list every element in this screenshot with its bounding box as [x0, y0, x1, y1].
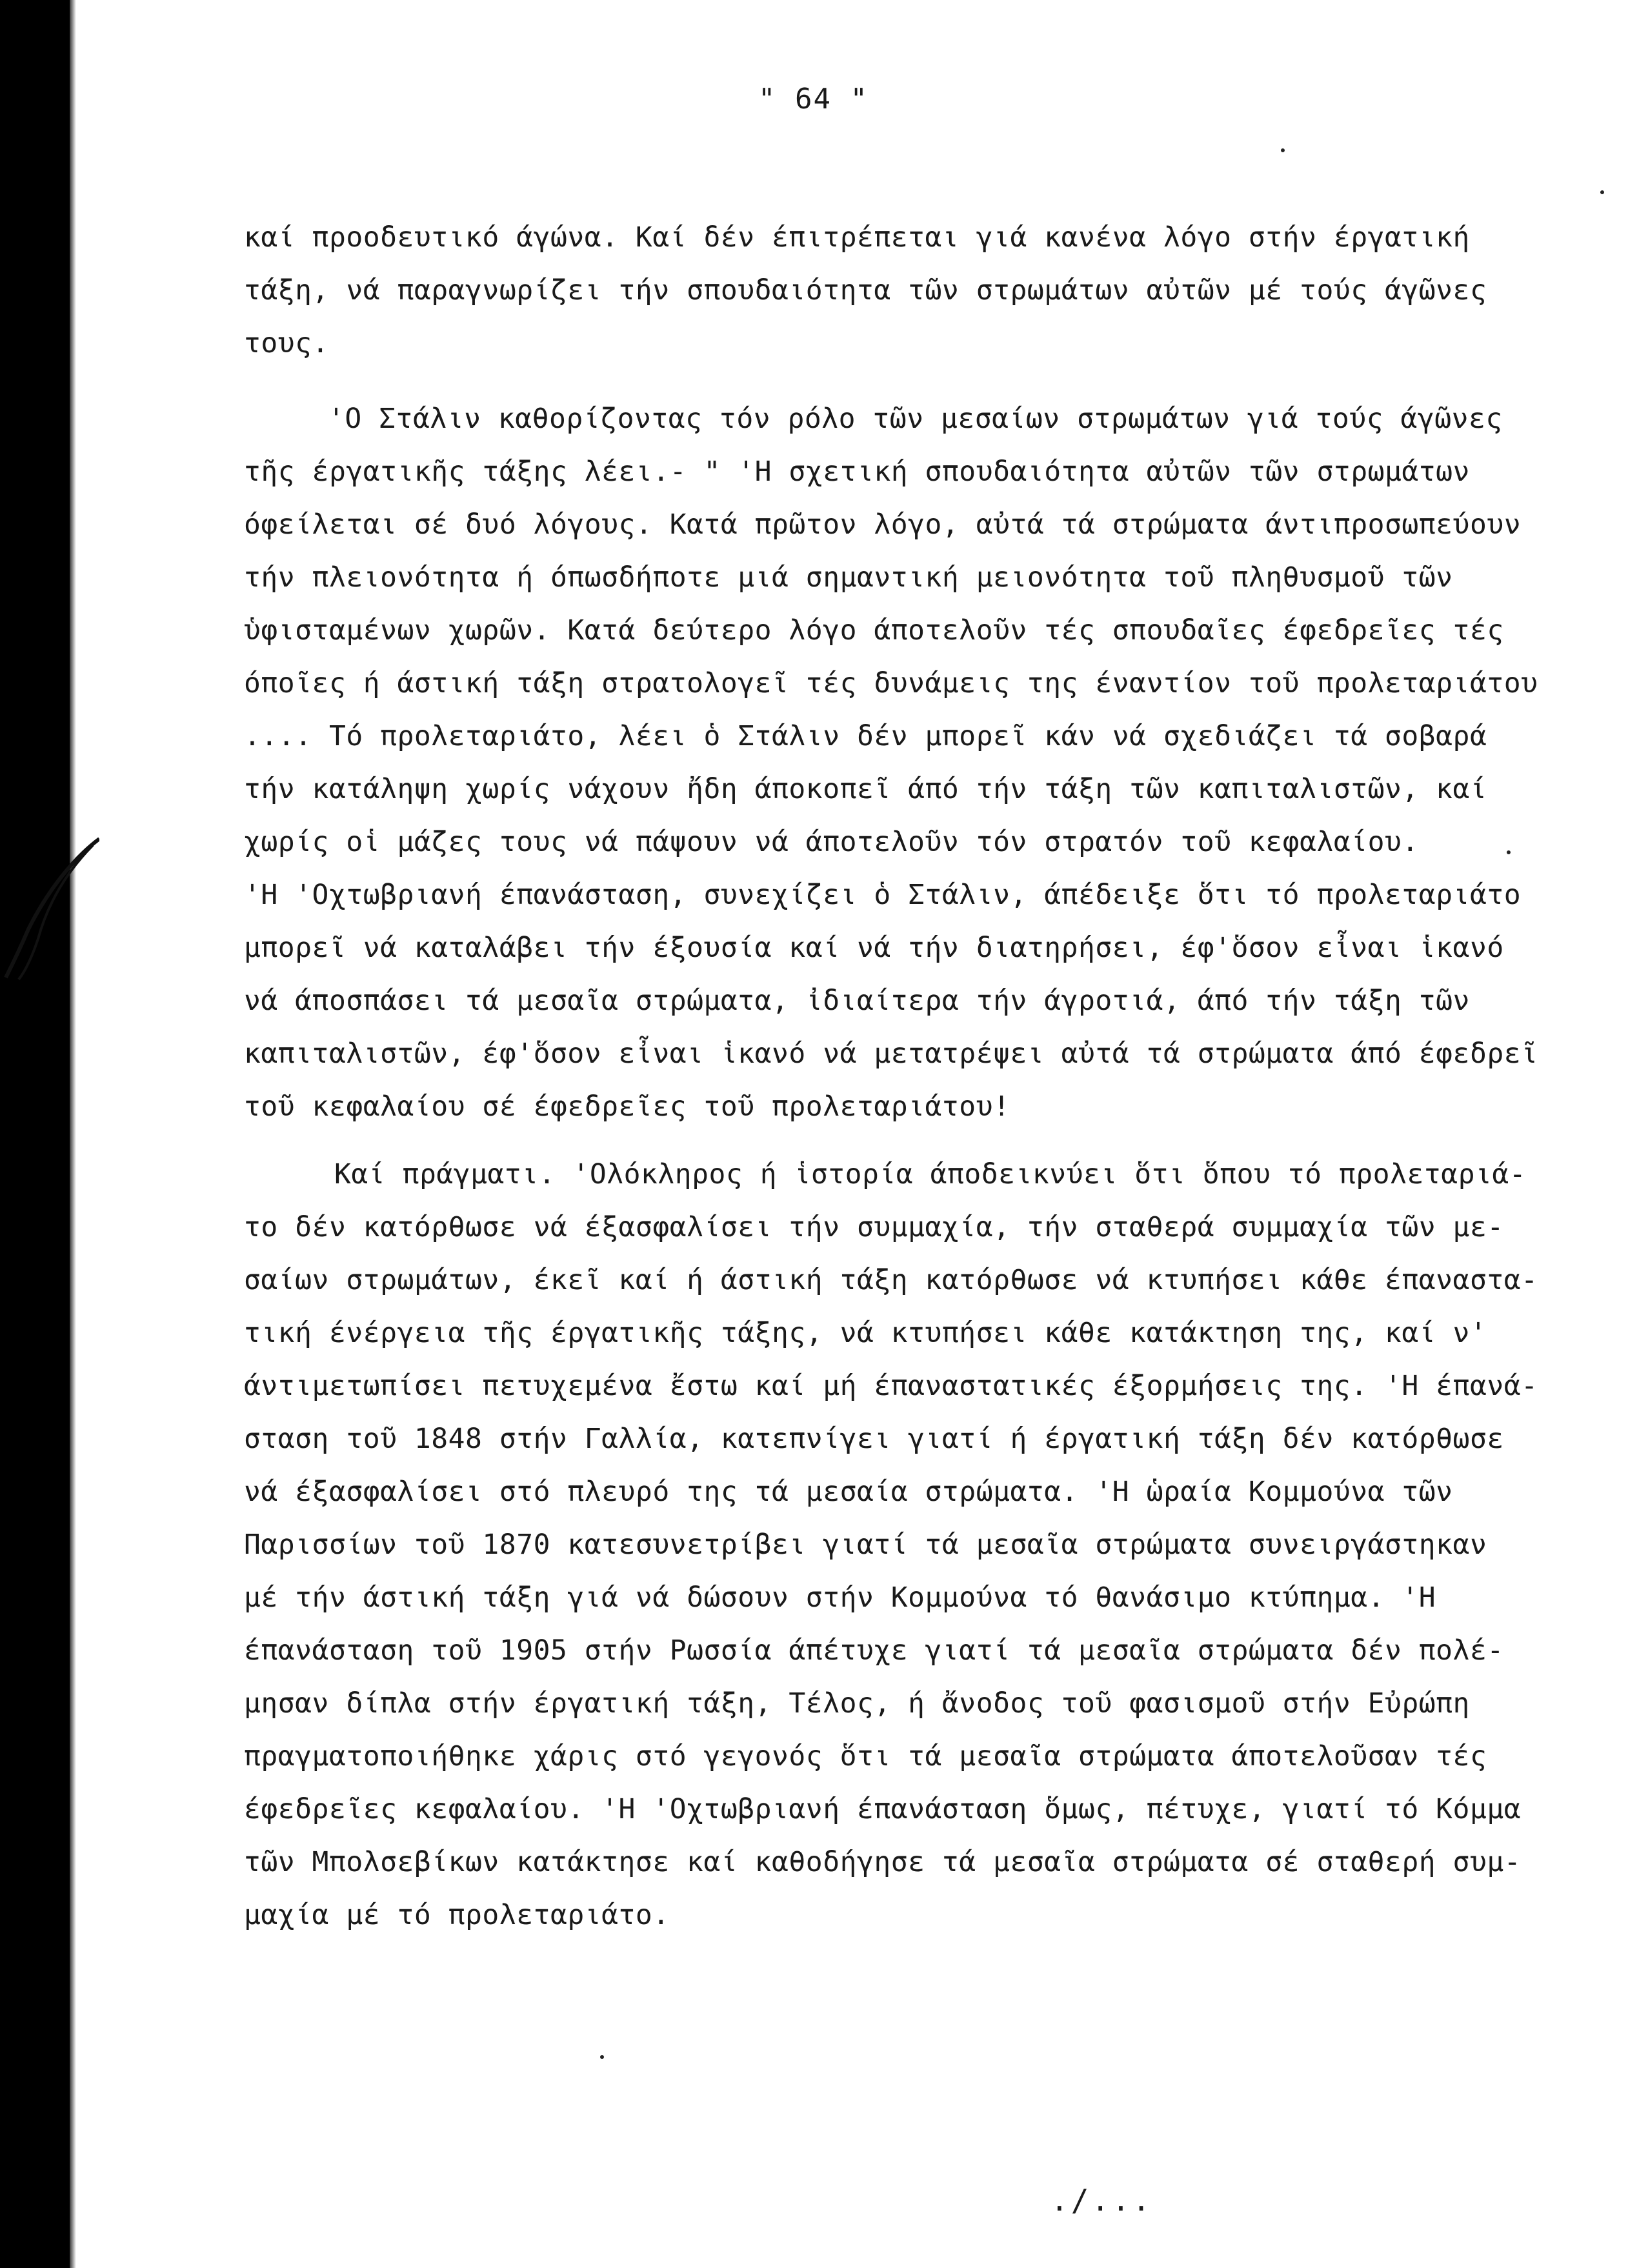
- text-line: νά έξασφαλίσει στό πλευρό της τά μεσαία στρώματα. 'Η ὡραία Κομμούνα τῶν: [244, 1476, 1453, 1508]
- text-line: τάξη, νά παραγνωρίζει τήν σπουδαιότητα τῶν στρωμάτων αὐτῶν μέ τούς άγῶνες: [244, 274, 1487, 306]
- text-line: σταση τοῦ 1848 στήν Γαλλία, κατεπνίγει γιατί ή έργατική τάξη δέν κατόρθωσε: [244, 1423, 1504, 1455]
- text-line: τική ένέργεια τῆς έργατικῆς τάξης, νά κτυπήσει κάθε κατάκτηση της, καί ν': [244, 1317, 1487, 1349]
- text-line: μησαν δίπλα στήν έργατική τάξη, Τέλος, ή ἄνοδος τοῦ φασισμοῦ στήν Εὐρώπη: [244, 1687, 1470, 1720]
- page-curl-mark: [3, 832, 99, 981]
- text-line: χωρίς οἱ μάζες τους νά πάψουν νά άποτελοῦν τόν στρατόν τοῦ κεφαλαίου.: [244, 826, 1419, 858]
- text-line: το δέν κατόρθωσε νά έξασφαλίσει τήν συμμαχία, τήν σταθερά συμμαχία τῶν με-: [244, 1211, 1504, 1243]
- scan-speck: [600, 2055, 604, 2059]
- text-line: έπανάσταση τοῦ 1905 στήν Ρωσσία άπέτυχε γιατί τά μεσαῖα στρώματα δέν πολέ-: [244, 1634, 1504, 1667]
- text-line: τῆς έργατικῆς τάξης λέει.- " 'Η σχετική σπουδαιότητα αὐτῶν τῶν στρωμάτων: [244, 456, 1470, 488]
- text-line: όποῖες ή άστική τάξη στρατολογεῖ τές δυνάμεις της έναντίον τοῦ προλεταριάτου: [244, 667, 1538, 699]
- text-line: τήν κατάληψη χωρίς νάχουν ἤδη άποκοπεῖ άπό τήν τάξη τῶν καπιταλιστῶν, καί: [244, 773, 1487, 805]
- scan-dark-edge: [0, 0, 70, 2268]
- text-line: .... Τό προλεταριάτο, λέει ὁ Στάλιν δέν μπορεῖ κάν νά σχεδιάζει τά σοβαρά: [244, 720, 1487, 752]
- text-line: μαχία μέ τό προλεταριάτο.: [244, 1899, 670, 1931]
- page-number: " 64 ": [758, 83, 869, 115]
- text-line: τῶν Μπολσεβίκων κατάκτησε καί καθοδήγησε τά μεσαῖα στρώματα σέ σταθερή συμ-: [244, 1846, 1522, 1878]
- text-line: σαίων στρωμάτων, έκεῖ καί ή άστική τάξη κατόρθωσε νά κτυπήσει κάθε έπαναστα-: [244, 1264, 1538, 1296]
- scan-speck: [1600, 190, 1604, 194]
- text-line: πραγματοποιήθηκε χάρις στό γεγονός ὅτι τά μεσαῖα στρώματα άποτελοῦσαν τές: [244, 1740, 1487, 1772]
- continuation-mark: ./...: [1050, 2183, 1153, 2218]
- text-line: τοῦ κεφαλαίου σέ έφεδρεῖες τοῦ προλεταριάτου!: [244, 1090, 1010, 1123]
- text-line: καί προοδευτικό άγώνα. Καί δέν έπιτρέπεται γιά κανένα λόγο στήν έργατική: [244, 221, 1470, 254]
- text-line: καπιταλιστῶν, έφ'ὅσον εἶναι ἱκανό νά μετατρέψει αὐτά τά στρώματα άπό έφεδρεῖ: [244, 1038, 1538, 1070]
- scan-speck: [1281, 148, 1285, 152]
- text-line: τήν πλειονότητα ή όπωσδήποτε μιά σημαντική μειονότητα τοῦ πληθυσμοῦ τῶν: [244, 561, 1453, 594]
- text-line: μπορεῖ νά καταλάβει τήν έξουσία καί νά τήν διατηρήσει, έφ'ὅσον εἶναι ἱκανό: [244, 932, 1504, 964]
- scan-speck: [1507, 850, 1511, 854]
- text-line: ὑφισταμένων χωρῶν. Κατά δεύτερο λόγο άποτελοῦν τές σπουδαῖες έφεδρεῖες τές: [244, 614, 1504, 647]
- text-line: Καί πράγματι. 'Ολόκληρος ή ἱστορία άποδεικνύει ὅτι ὅπου τό προλεταριά-: [334, 1158, 1527, 1190]
- text-line: τους.: [244, 327, 329, 359]
- text-line: όφείλεται σέ δυό λόγους. Κατά πρῶτον λόγο, αὐτά τά στρώματα άντιπροσωπεύουν: [244, 508, 1522, 541]
- scan-edge-shadow: [70, 0, 76, 2268]
- text-line: Παρισσίων τοῦ 1870 κατεσυνετρίβει γιατί τά μεσαῖα στρώματα συνειργάστηκαν: [244, 1529, 1487, 1561]
- text-line: άντιμετωπίσει πετυχεμένα ἔστω καί μή έπαναστατικές έξορμήσεις της. 'Η έπανά-: [244, 1370, 1538, 1402]
- text-line: νά άποσπάσει τά μεσαῖα στρώματα, ἰδιαίτερα τήν άγροτιά, άπό τήν τάξη τῶν: [244, 985, 1470, 1017]
- text-line: μέ τήν άστική τάξη γιά νά δώσουν στήν Κομμούνα τό θανάσιμο κτύπημα. 'Η: [244, 1581, 1436, 1614]
- text-line: 'Η 'Οχτωβριανή έπανάσταση, συνεχίζει ὁ Στάλιν, άπέδειξε ὅτι τό προλεταριάτο: [244, 879, 1522, 911]
- text-line: 'Ο Στάλιν καθορίζοντας τόν ρόλο τῶν μεσαίων στρωμάτων γιά τούς άγῶνες: [328, 403, 1503, 435]
- text-line: έφεδρεῖες κεφαλαίου. 'Η 'Οχτωβριανή έπανάσταση ὅμως, πέτυχε, γιατί τό Κόμμα: [244, 1793, 1522, 1825]
